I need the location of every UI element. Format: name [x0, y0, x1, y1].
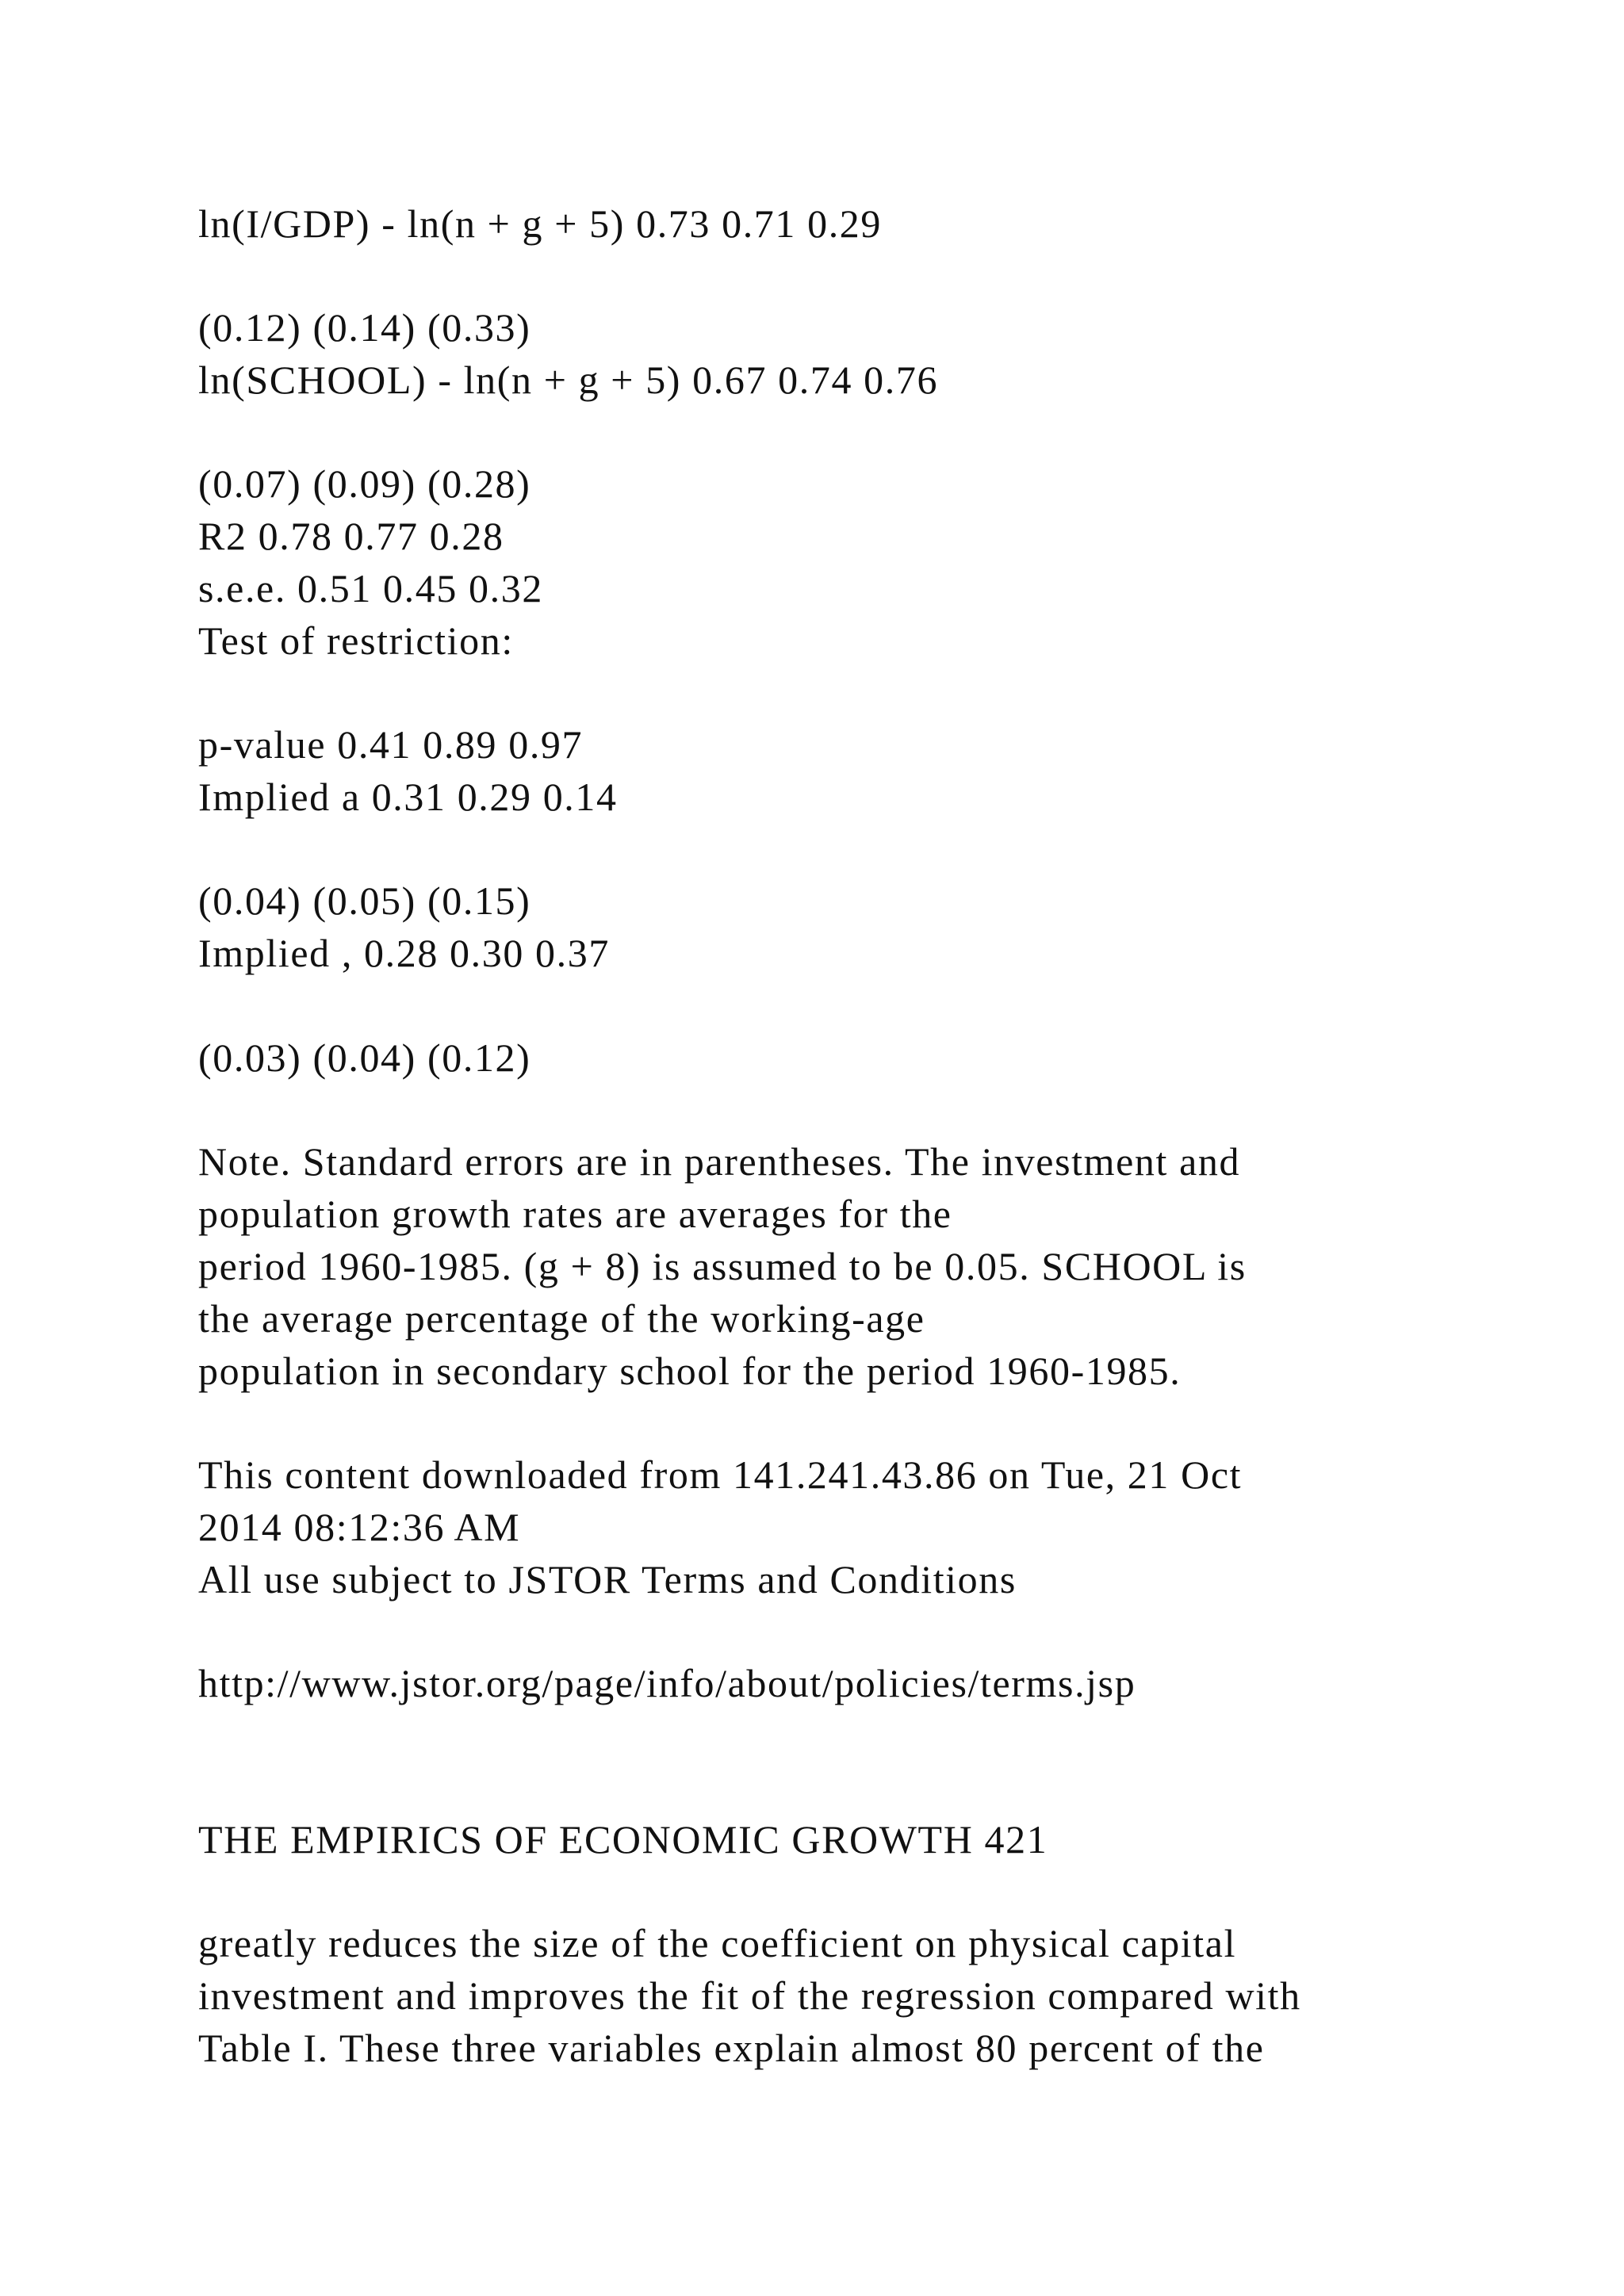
- terms-notice: All use subject to JSTOR Terms and Conditions: [198, 1557, 1017, 1601]
- download-timestamp: 2014 08:12:36 AM: [198, 1505, 521, 1549]
- table-row-pvalue: p-value 0.41 0.89 0.97: [198, 722, 584, 767]
- body-text-line: greatly reduces the size of the coefficient on physical capital: [198, 1921, 1237, 1965]
- running-head: THE EMPIRICS OF ECONOMIC GROWTH 421: [198, 1817, 1048, 1862]
- body-text-line: investment and improves the fit of the regression compared with: [198, 1973, 1301, 2018]
- table-row-see: s.e.e. 0.51 0.45 0.32: [198, 566, 543, 610]
- table-row-implied-alpha-se: (0.04) (0.05) (0.15): [198, 878, 531, 923]
- table-note-line: population growth rates are averages for the: [198, 1192, 952, 1236]
- table-row-school-se: (0.07) (0.09) (0.28): [198, 461, 531, 506]
- table-row-implied-beta: Implied , 0.28 0.30 0.37: [198, 931, 610, 975]
- table-row-implied-beta-se: (0.03) (0.04) (0.12): [198, 1035, 531, 1080]
- download-notice: This content downloaded from 141.241.43.86 on Tue, 21 Oct: [198, 1452, 1243, 1497]
- table-note-line: period 1960-1985. (g + 8) is assumed to be 0.05. SCHOOL is: [198, 1244, 1247, 1288]
- table-note-line: the average percentage of the working-age: [198, 1296, 925, 1341]
- table-row-investment: ln(I/GDP) - ln(n + g + 5) 0.73 0.71 0.29: [198, 201, 882, 246]
- table-row-r2: R2 0.78 0.77 0.28: [198, 514, 504, 558]
- table-row-investment-se: (0.12) (0.14) (0.33): [198, 305, 531, 350]
- body-text-line: Table I. These three variables explain almost 80 percent of the: [198, 2026, 1265, 2070]
- table-note-line: Note. Standard errors are in parentheses. The investment and: [198, 1139, 1241, 1184]
- table-row-test-label: Test of restriction:: [198, 618, 514, 663]
- table-note-line: population in secondary school for the period 1960-1985.: [198, 1349, 1182, 1393]
- table-row-implied-alpha: Implied a 0.31 0.29 0.14: [198, 775, 618, 819]
- terms-link[interactable]: http://www.jstor.org/page/info/about/policies/terms.jsp: [198, 1661, 1136, 1705]
- table-row-school: ln(SCHOOL) - ln(n + g + 5) 0.67 0.74 0.76: [198, 358, 939, 402]
